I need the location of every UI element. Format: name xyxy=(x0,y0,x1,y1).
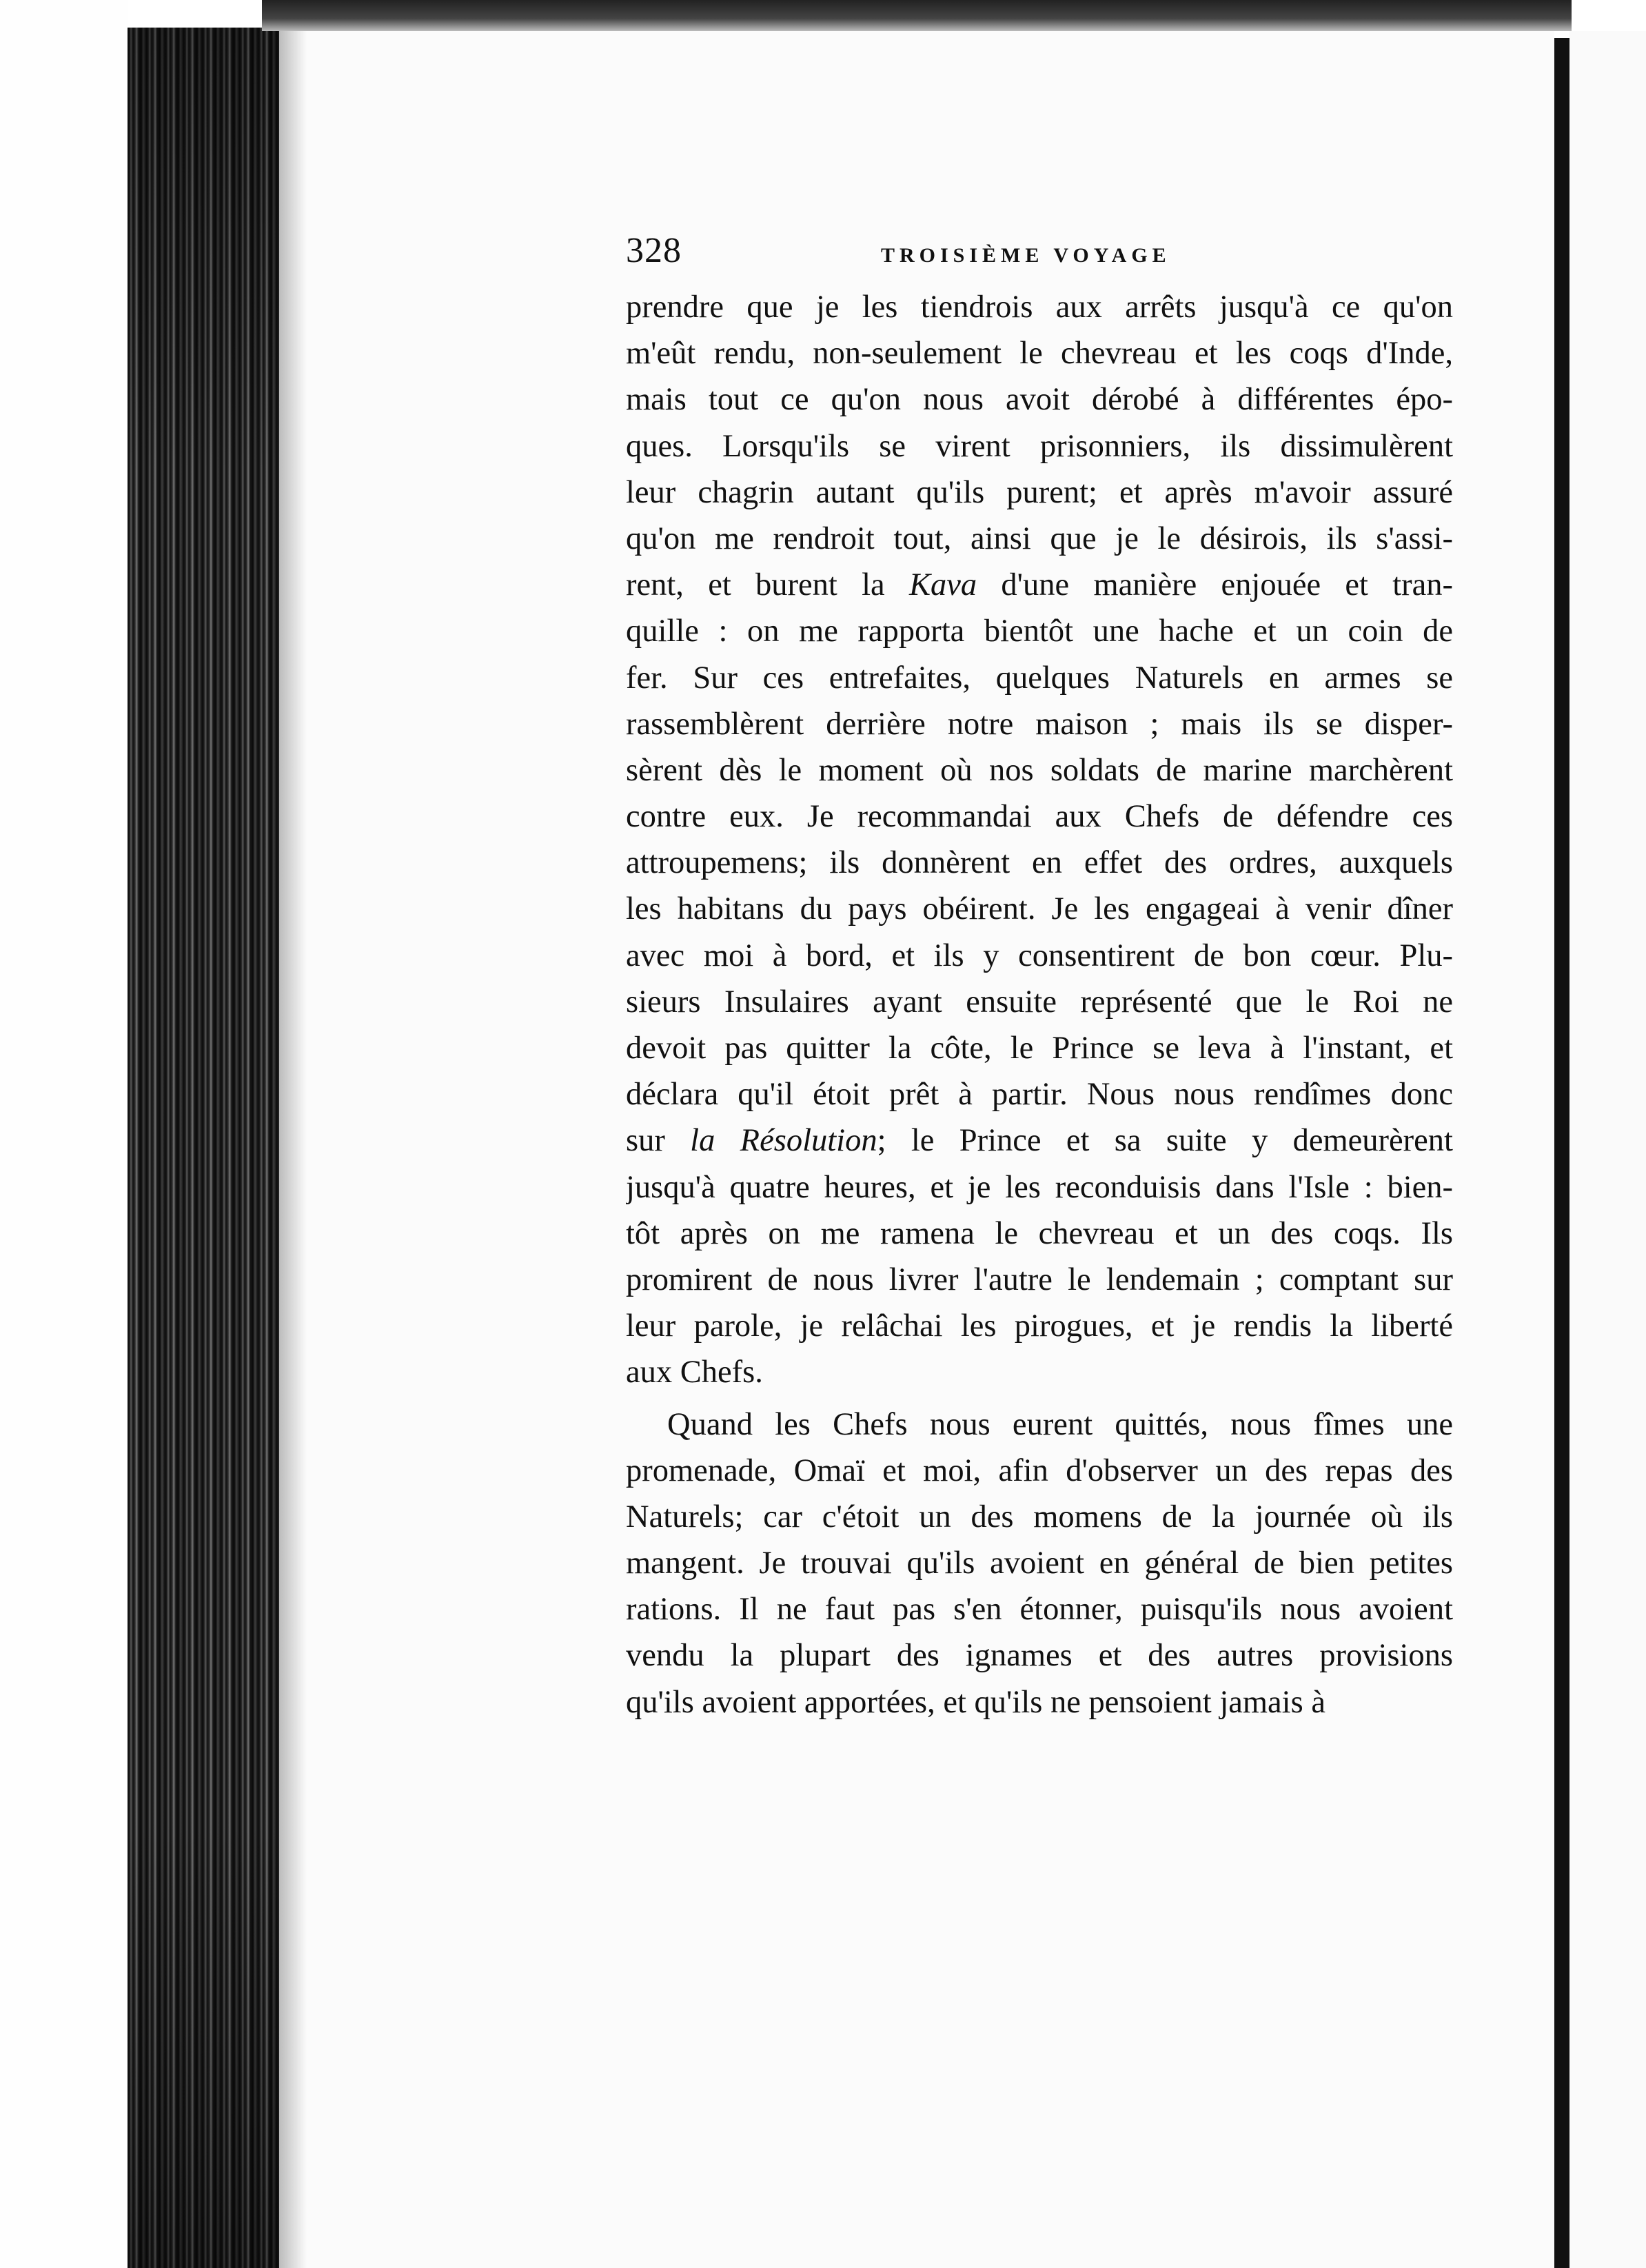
text-line: déclara qu'il étoit prêt à partir. Nous nous rendîmes donc xyxy=(626,1077,1453,1113)
text-line: qu'on me rendroit tout, ainsi que je le désirois, ils s'assi- xyxy=(626,520,1453,556)
text-line: rassemblèrent derrière notre maison ; mais ils se disper- xyxy=(626,706,1453,742)
top-shadow xyxy=(262,0,1572,31)
text-line: devoit pas quitter la côte, le Prince se leva à l'instant, et xyxy=(626,1031,1453,1066)
text-line: tôt après on me ramena le chevreau et un des coqs. Ils xyxy=(626,1215,1453,1251)
text-line: ques. Lorsqu'ils se virent prisonniers, ils dissimulèrent xyxy=(626,428,1453,464)
text-line: avec moi à bord, et ils y consentirent de bon cœur. Plu- xyxy=(626,938,1453,973)
paragraph-1 xyxy=(626,284,1453,1396)
text-line: qu'ils avoient apportées, et qu'ils ne pensoient jamais à xyxy=(626,1684,1325,1720)
text-line: mais tout ce qu'on nous avoit dérobé à différentes épo- xyxy=(626,382,1453,418)
text-segment: ; le Prince et sa suite y demeurèrent xyxy=(877,1123,1453,1159)
scan-background xyxy=(0,0,128,2268)
text-line: Quand les Chefs nous eurent quittés, nous fîmes une xyxy=(667,1406,1453,1442)
text-segment: d'une manière enjouée et tran- xyxy=(977,567,1453,603)
text-line: rations. Il ne faut pas s'en étonner, puisqu'ils nous avoient xyxy=(626,1592,1453,1628)
text-line: promenade, Omaï et moi, afin d'observer un des repas des xyxy=(626,1452,1453,1488)
running-title: TROISIÈME VOYAGE xyxy=(881,244,1171,267)
text-line: jusqu'à quatre heures, et je les reconduisis dans l'Isle : bien- xyxy=(626,1169,1453,1205)
page-inner-shadow xyxy=(279,31,307,2268)
text-line: sieurs Insulaires ayant ensuite représenté que le Roi ne xyxy=(626,984,1453,1020)
book-page-edges xyxy=(128,28,279,2268)
italic-term: Kava xyxy=(908,567,977,603)
text-line xyxy=(626,562,1453,608)
text-line: attroupemens; ils donnèrent en effet des ordres, auxquels xyxy=(626,845,1453,881)
body-text xyxy=(626,284,1453,1725)
text-line: contre eux. Je recommandai aux Chefs de défendre ces xyxy=(626,799,1453,835)
text-line: promirent de nous livrer l'autre le lendemain ; comptant sur xyxy=(626,1262,1453,1297)
text-line: leur chagrin autant qu'ils purent; et après m'avoir assuré xyxy=(626,474,1453,510)
page-number: 328 xyxy=(626,231,682,270)
text-line: vendu la plupart des ignames et des autres provisions xyxy=(626,1638,1453,1674)
text-line: prendre que je les tiendrois aux arrêts jusqu'à ce qu'on xyxy=(626,290,1453,325)
text-segment: rent, et burent la xyxy=(626,567,909,603)
text-line: quille : on me rapporta bientôt une hache et un coin de xyxy=(626,614,1453,649)
page-header xyxy=(626,230,1439,279)
text-line: fer. Sur ces entrefaites, quelques Naturels en armes se xyxy=(626,660,1453,696)
text-segment: sur xyxy=(626,1123,691,1159)
text-line: Naturels; car c'étoit un des momens de la journée où ils xyxy=(626,1499,1453,1535)
book-gutter xyxy=(1554,38,1569,2268)
paragraph-2 xyxy=(626,1401,1453,1725)
text-line: aux Chefs. xyxy=(626,1355,763,1390)
text-line: les habitans du pays obéirent. Je les engageai à venir dîner xyxy=(626,891,1453,927)
text-line: leur parole, je relâchai les pirogues, et je rendis la liberté xyxy=(626,1308,1453,1344)
text-line: mangent. Je trouvai qu'ils avoient en général de bien petites xyxy=(626,1546,1453,1581)
text-line: m'eût rendu, non-seulement le chevreau et les coqs d'Inde, xyxy=(626,336,1453,372)
italic-term: la Résolution xyxy=(690,1123,877,1159)
text-line xyxy=(626,1117,1453,1164)
text-line: sèrent dès le moment où nos soldats de marine marchèrent xyxy=(626,752,1453,788)
facing-page-edge xyxy=(1569,31,1646,2268)
